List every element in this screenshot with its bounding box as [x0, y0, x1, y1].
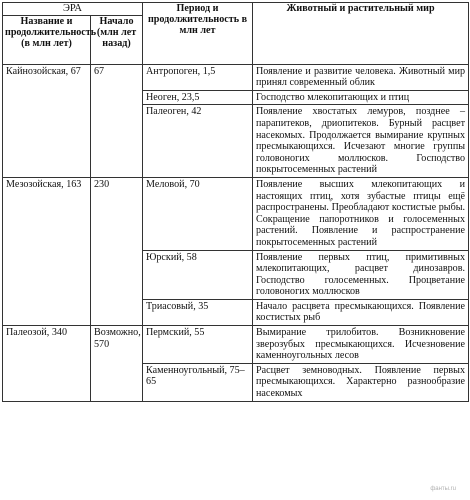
header-row-era [3, 3, 469, 16]
period-name: Каменноугольный, 75–65 [143, 363, 253, 401]
period-life: Начало расцвета пресмыкающихся. Появление костистых рыб [253, 299, 469, 325]
era-name: Палеозой, 340 [3, 326, 91, 402]
period-name: Неоген, 23,5 [143, 90, 253, 105]
table-row [3, 177, 469, 250]
period-life: Появление хвостатых лемуров, позднее – парапитеков, дриопитеков. Бурный расцвет насекомых. Продолжается вымирание крупных пресмыкающихся. Исчезают многие группы головоногих моллюсков. Господство покрытосеменных растений [253, 105, 469, 178]
period-life: Вымирание трилобитов. Возникновение зверозубых пресмыкающихся. Исчезновение каменноугольных лесов [253, 326, 469, 364]
geologic-eras-table [2, 2, 469, 402]
name-duration-header: Название и продолжительность (в млн лет) [3, 15, 91, 64]
table-row [3, 326, 469, 364]
period-life: Господство млекопитающих и птиц [253, 90, 469, 105]
period-name: Пермский, 55 [143, 326, 253, 364]
era-start: Возможно, 570 [91, 326, 143, 402]
start-header: Начало (млн лет назад) [91, 15, 143, 64]
table-row [3, 64, 469, 90]
period-life: Появление и развитие человека. Животный мир принял современный облик [253, 64, 469, 90]
period-life: Появление высших млекопитающих и настоящих птиц, хотя зубастые птицы ещё распространены. Преобладают костистые рыбы. Сокращение папоротников и голосеменных растений. Появление и распространение покрытосеменных растений [253, 177, 469, 250]
life-header: Животный и растительный мир [253, 3, 469, 65]
period-name: Триасовый, 35 [143, 299, 253, 325]
era-start: 230 [91, 177, 143, 325]
period-name: Юрский, 58 [143, 250, 253, 299]
period-life: Появление первых птиц, примитивных млекопитающих, расцвет динозавров. Господство голосеменных. Процветание головоногих моллюсков [253, 250, 469, 299]
period-header: Период и продолжительность в млн лет [143, 3, 253, 65]
period-name: Меловой, 70 [143, 177, 253, 250]
era-name: Кайнозойская, 67 [3, 64, 91, 177]
watermark: фанты.ru [430, 486, 456, 492]
period-name: Антропоген, 1,5 [143, 64, 253, 90]
era-name: Мезозойская, 163 [3, 177, 91, 325]
era-start: 67 [91, 64, 143, 177]
era-header: ЭРА [3, 3, 143, 16]
period-name: Палеоген, 42 [143, 105, 253, 178]
period-life: Расцвет земноводных. Появление первых пресмыкающихся. Характерно разнообразие насекомых [253, 363, 469, 401]
